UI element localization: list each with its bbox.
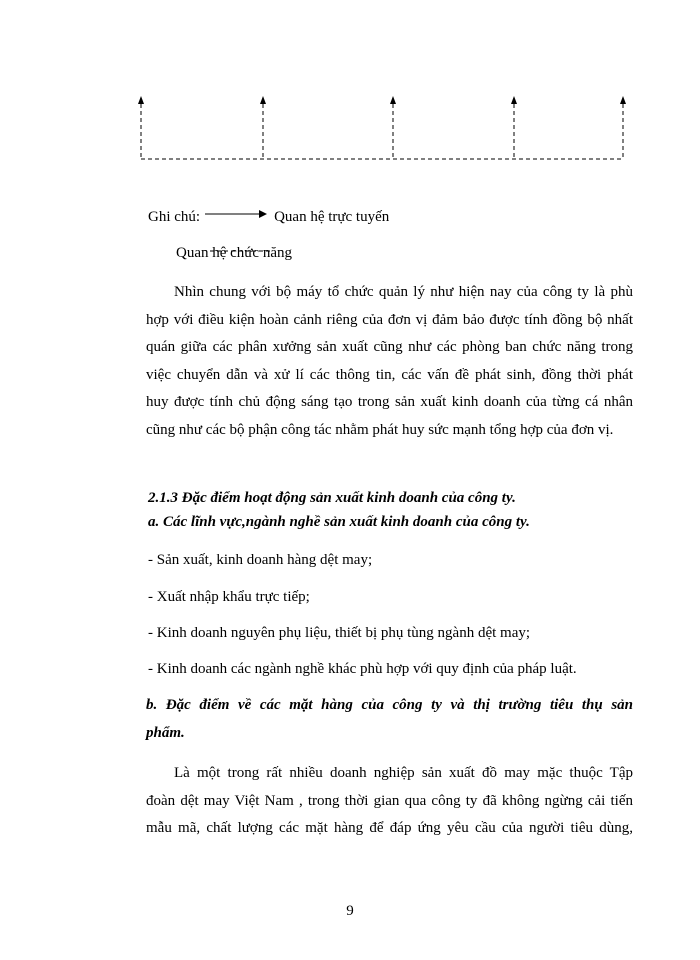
bullet-item: - Sản xuất, kinh doanh hàng dệt may; bbox=[148, 552, 373, 568]
org-chart-dashed-connectors bbox=[0, 0, 700, 200]
solid-arrow-icon bbox=[205, 207, 267, 221]
subheading-b-line: phẩm. bbox=[146, 725, 185, 741]
legend-solid-label: Quan hệ trực tuyến bbox=[274, 209, 390, 225]
subheading-b bbox=[146, 691, 633, 747]
dashed-line-icon bbox=[210, 246, 272, 256]
paragraph-1-line: việc chuyển dẫn và xử lí các thông tin, các vấn đề phát sinh, đồng thời phát bbox=[146, 366, 633, 383]
legend-prefix: Ghi chú: bbox=[148, 209, 201, 225]
subheading-a: a. Các lĩnh vực,ngành nghề sản xuất kinh doanh của công ty. bbox=[148, 514, 530, 530]
legend-solid bbox=[148, 208, 389, 226]
paragraph-2-line: Là một trong rất nhiều doanh nghiệp sản xuất đồ may mặc thuộc Tập bbox=[174, 765, 633, 781]
page-number: 9 bbox=[346, 903, 354, 919]
bullet-item: - Kinh doanh các ngành nghề khác phù hợp với quy định của pháp luật. bbox=[148, 661, 577, 677]
bullet-item: - Xuất nhập khẩu trực tiếp; bbox=[148, 589, 310, 605]
arrow-head-2 bbox=[260, 96, 266, 104]
paragraph-2-line: mẫu mã, chất lượng các mặt hàng để đáp ứng yêu cầu của người tiêu dùng, bbox=[146, 820, 633, 836]
paragraph-1-line: hợp với điều kiện hoàn cảnh riêng của đơn vị đảm bảo được tính đồng bộ nhất bbox=[146, 311, 633, 328]
arrow-head-1 bbox=[138, 96, 144, 104]
section-heading: 2.1.3 Đặc điểm hoạt động sản xuất kinh doanh của công ty. bbox=[148, 490, 516, 506]
legend-dashed-label: Quan hệ chức năng bbox=[176, 245, 293, 261]
paragraph-1-line: cũng như các bộ phận công tác nhằm phát huy sức mạnh tổng hợp của đơn vị. bbox=[146, 421, 614, 438]
arrow-head-3 bbox=[390, 96, 396, 104]
paragraph-1-line: quán giữa các phân xưởng sản xuất cũng như các phòng ban chức năng trong bbox=[146, 339, 633, 355]
arrow-head-5 bbox=[620, 96, 626, 104]
subheading-b-line: b. Đặc điểm về các mặt hàng của công ty và thị trường tiêu thụ sản bbox=[146, 697, 633, 713]
paragraph-1-line: Nhìn chung với bộ máy tổ chức quản lý như hiện nay của công ty là phù bbox=[174, 284, 633, 300]
paragraph-1 bbox=[146, 279, 633, 444]
paragraph-2-line: đoàn dệt may Việt Nam , trong thời gian qua công ty đã không ngừng cải tiến bbox=[146, 792, 633, 809]
paragraph-2 bbox=[146, 760, 633, 843]
arrow-head-4 bbox=[511, 96, 517, 104]
paragraph-1-line: huy được tính chủ động sáng tạo trong sản xuất kinh doanh của từng cá nhân bbox=[146, 394, 633, 410]
bullet-item: - Kinh doanh nguyên phụ liệu, thiết bị phụ tùng ngành dệt may; bbox=[148, 625, 531, 641]
